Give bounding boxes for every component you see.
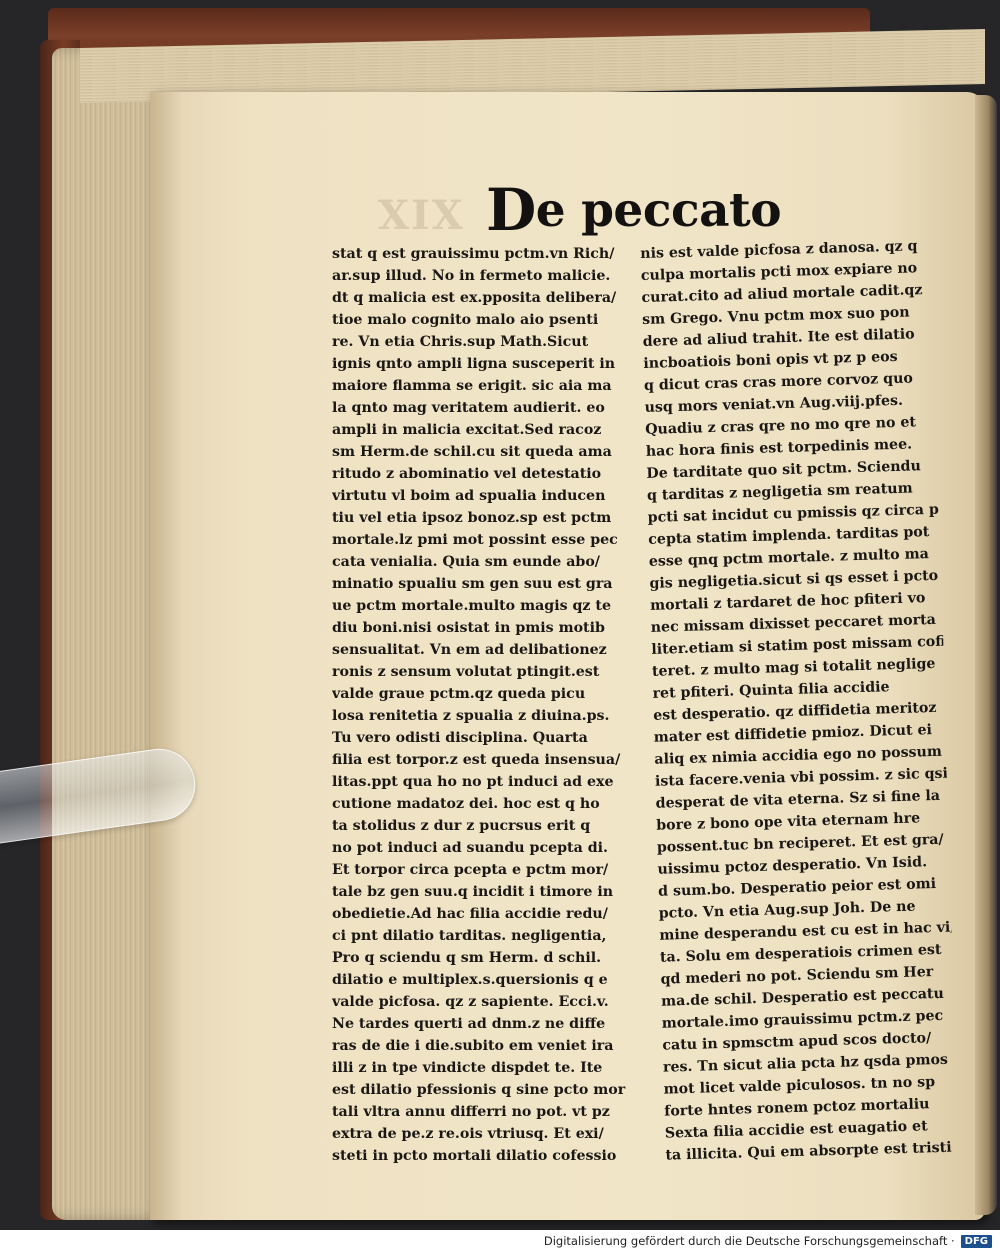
text-line: mortali z tardaret de hoc pfiteri vo xyxy=(649,590,926,614)
text-line: ronis z sensum volutat ptingit.est xyxy=(332,664,600,680)
text-line: teret. z multo mag si totalit neglige xyxy=(651,655,936,680)
text-line: re. Vn etia Chris.sup Math.Sicut xyxy=(332,334,589,350)
text-line: Et torpor circa pcepta e pctm mor/ xyxy=(332,862,609,878)
text-line: mortale.lz pmi mot possint esse pec xyxy=(332,532,618,548)
text-line: res. Tn sicut alia pcta hz qsda pmos xyxy=(662,1051,949,1076)
text-line: nis est valde picfosa z danosa. qz q xyxy=(640,238,918,262)
text-line: sm Grego. Vnu pctm mox suo pon xyxy=(641,304,910,328)
text-line: valde graue pctm.qz queda picu xyxy=(332,686,586,702)
text-line: q tarditas z negligetia sm reatum xyxy=(646,480,913,504)
text-line: la qnto mag veritatem audierit. eo xyxy=(332,400,605,416)
text-line: ta illicita. Qui em absorpte est tristi xyxy=(665,1139,952,1164)
heading-initial: D xyxy=(486,176,536,244)
text-line: sensualitat. Vn em ad delibationez xyxy=(332,642,607,658)
text-line: ue pctm mortale.multo magis qz te xyxy=(332,598,612,614)
text-line: sm Herm.de schil.cu sit queda ama xyxy=(332,444,612,460)
text-line: aliq ex nimia accidia ego no possum xyxy=(654,743,943,768)
text-line: ta stolidus z dur z pucrsus erit q xyxy=(332,818,591,834)
text-line: ar.sup illud. No in fermeto malicie. xyxy=(332,268,611,284)
text-line: valde picfosa. qz z sapiente. Ecci.v. xyxy=(332,994,609,1010)
text-line: incboatiois boni opis vt pz p eos xyxy=(643,348,898,372)
text-line: De tarditate quo sit pctm. Sciendu xyxy=(646,458,922,482)
text-line: desperat de vita eterna. Sz si fine la xyxy=(655,787,941,812)
text-line: diu boni.nisi osistat in pmis motib xyxy=(332,620,605,636)
text-line: ta. Solu em desperatiois crimen est xyxy=(659,941,942,966)
right-text-column xyxy=(640,235,958,1167)
text-line: cepta statim implenda. tarditas pot xyxy=(648,524,930,548)
text-line: tioe malo cognito malo aio psenti xyxy=(332,312,599,328)
text-line: ritudo z abominatio vel detestatio xyxy=(332,466,602,482)
text-line: mot licet valde piculosos. tn no sp xyxy=(663,1074,936,1098)
text-line: ci pnt dilatio tarditas. negligentia, xyxy=(332,928,607,944)
text-line: culpa mortalis pcti mox expiare no xyxy=(640,260,918,284)
text-line: qd mederi no pot. Sciendu sm Her xyxy=(660,964,934,988)
text-line: liter.etiam si statim post missam cofi xyxy=(651,633,946,658)
text-line: ignis qnto ampli ligna susceperit in xyxy=(332,356,616,372)
text-line: ampli in malicia excitat.Sed racoz xyxy=(332,422,602,438)
footer-bar xyxy=(0,1230,1000,1252)
text-line: maiore flamma se erigit. sic aia ma xyxy=(332,378,612,394)
text-line: curat.cito ad aliud mortale cadit.qz xyxy=(641,282,923,306)
text-line: forte hntes ronem pctoz mortaliu xyxy=(664,1096,930,1120)
text-line: tale bz gen suu.q incidit i timore in xyxy=(332,884,614,900)
text-line: pcto. Vn etia Aug.sup Joh. De ne xyxy=(658,898,916,922)
text-line: gis negligetia.sicut si qs esset i pcto xyxy=(649,567,939,592)
text-line: nec missam dixisset peccaret morta xyxy=(650,611,937,636)
text-line: illi z in tpe vindicte dispdet te. Ite xyxy=(332,1060,603,1076)
text-line: filia est torpor.z est queda insensua/ xyxy=(332,752,621,768)
text-line: ma.de schil. Desperatio est peccatu xyxy=(660,985,945,1010)
left-text-column xyxy=(332,243,630,1167)
text-line: esse qnq pctm mortale. z multo ma xyxy=(648,546,930,570)
text-line: tiu vel etia ipsoz bonoz.sp est pctm xyxy=(332,510,612,526)
page-right-edge xyxy=(975,95,997,1215)
text-line: cata venialia. Quia sm eunde abo/ xyxy=(332,554,600,570)
page-heading xyxy=(486,176,781,244)
show-through-text: XIX xyxy=(378,192,465,239)
text-line: ret pfiteri. Quinta filia accidie xyxy=(652,679,890,702)
text-line: steti in pcto mortali dilatio cofessio xyxy=(332,1148,617,1164)
text-line: uissimu pctoz desperatio. Vn Isid. xyxy=(657,854,928,878)
text-line: tali vltra annu differri no pot. vt pz xyxy=(332,1104,610,1120)
text-line: est dilatio pfessionis q sine pcto mor xyxy=(332,1082,626,1098)
text-line: dt q malicia est ex.pposita delibera/ xyxy=(332,290,617,306)
text-line: Ne tardes querti ad dnm.z ne diffe xyxy=(332,1016,606,1032)
text-line: mater est diffidetie pmioz. Dicut ei xyxy=(653,722,933,746)
text-line: dilatio e multiplex.s.quersionis q e xyxy=(332,972,608,988)
text-line: Sexta filia accidie est euagatio et xyxy=(664,1118,928,1142)
heading-rest: e peccato xyxy=(535,183,782,238)
text-line: usq mors veniat.vn Aug.viij.pfes. xyxy=(644,392,904,416)
text-line: Quadiu z cras qre no mo qre no et xyxy=(644,414,917,438)
text-line: extra de pe.z re.ois vtriusq. Et exi/ xyxy=(332,1126,604,1142)
text-line: mine desperandu est cu est in hac vi/ xyxy=(659,919,956,944)
text-line: obedietie.Ad hac filia accidie redu/ xyxy=(332,906,608,922)
text-line: Tu vero odisti disciplina. Quarta xyxy=(332,730,588,746)
text-line: hac hora finis est torpedinis mee. xyxy=(645,436,913,460)
text-line: litas.ppt qua ho no pt induci ad exe xyxy=(332,774,614,790)
text-line: mortale.imo grauissimu pctm.z pec xyxy=(661,1007,944,1032)
text-line: possent.tuc bn reciperet. Et est gra/ xyxy=(656,831,944,856)
text-line: q dicut cras cras more corvoz quo xyxy=(643,370,914,394)
text-line: ras de die i die.subito em veniet ira xyxy=(332,1038,614,1054)
text-line: minatio spualiu sm gen suu est gra xyxy=(332,576,613,592)
text-line: dere ad aliud trahit. Ite est dilatio xyxy=(642,326,915,350)
dfg-logo: DFG xyxy=(961,1235,992,1248)
text-line: Pro q sciendu q sm Herm. d schil. xyxy=(332,950,602,966)
text-line: virtutu vl boim ad spualia inducen xyxy=(332,488,606,504)
text-line: bore z bono ope vita eternam hre xyxy=(656,810,921,834)
text-line: ista facere.venia vbi possim. z sic qsi xyxy=(654,765,949,790)
text-line: stat q est grauissimu pctm.vn Rich/ xyxy=(332,246,615,262)
text-line: pcti sat incidut cu pmissis qz circa p xyxy=(647,501,939,526)
text-line: no pot induci ad suandu pcepta di. xyxy=(332,840,608,856)
text-line: d sum.bo. Desperatio peior est omi xyxy=(657,875,937,900)
funding-credit: Digitalisierung gefördert durch die Deutsche Forschungsgemeinschaft · xyxy=(543,1234,955,1248)
text-line: cutione madatoz dei. hoc est q ho xyxy=(332,796,600,812)
text-line: est desperatio. qz diffidetia meritoz xyxy=(652,699,937,724)
text-line: losa renitetia z spualia z diuina.ps. xyxy=(332,708,610,724)
text-line: catu in spmsctm apud scos docto/ xyxy=(662,1030,932,1054)
